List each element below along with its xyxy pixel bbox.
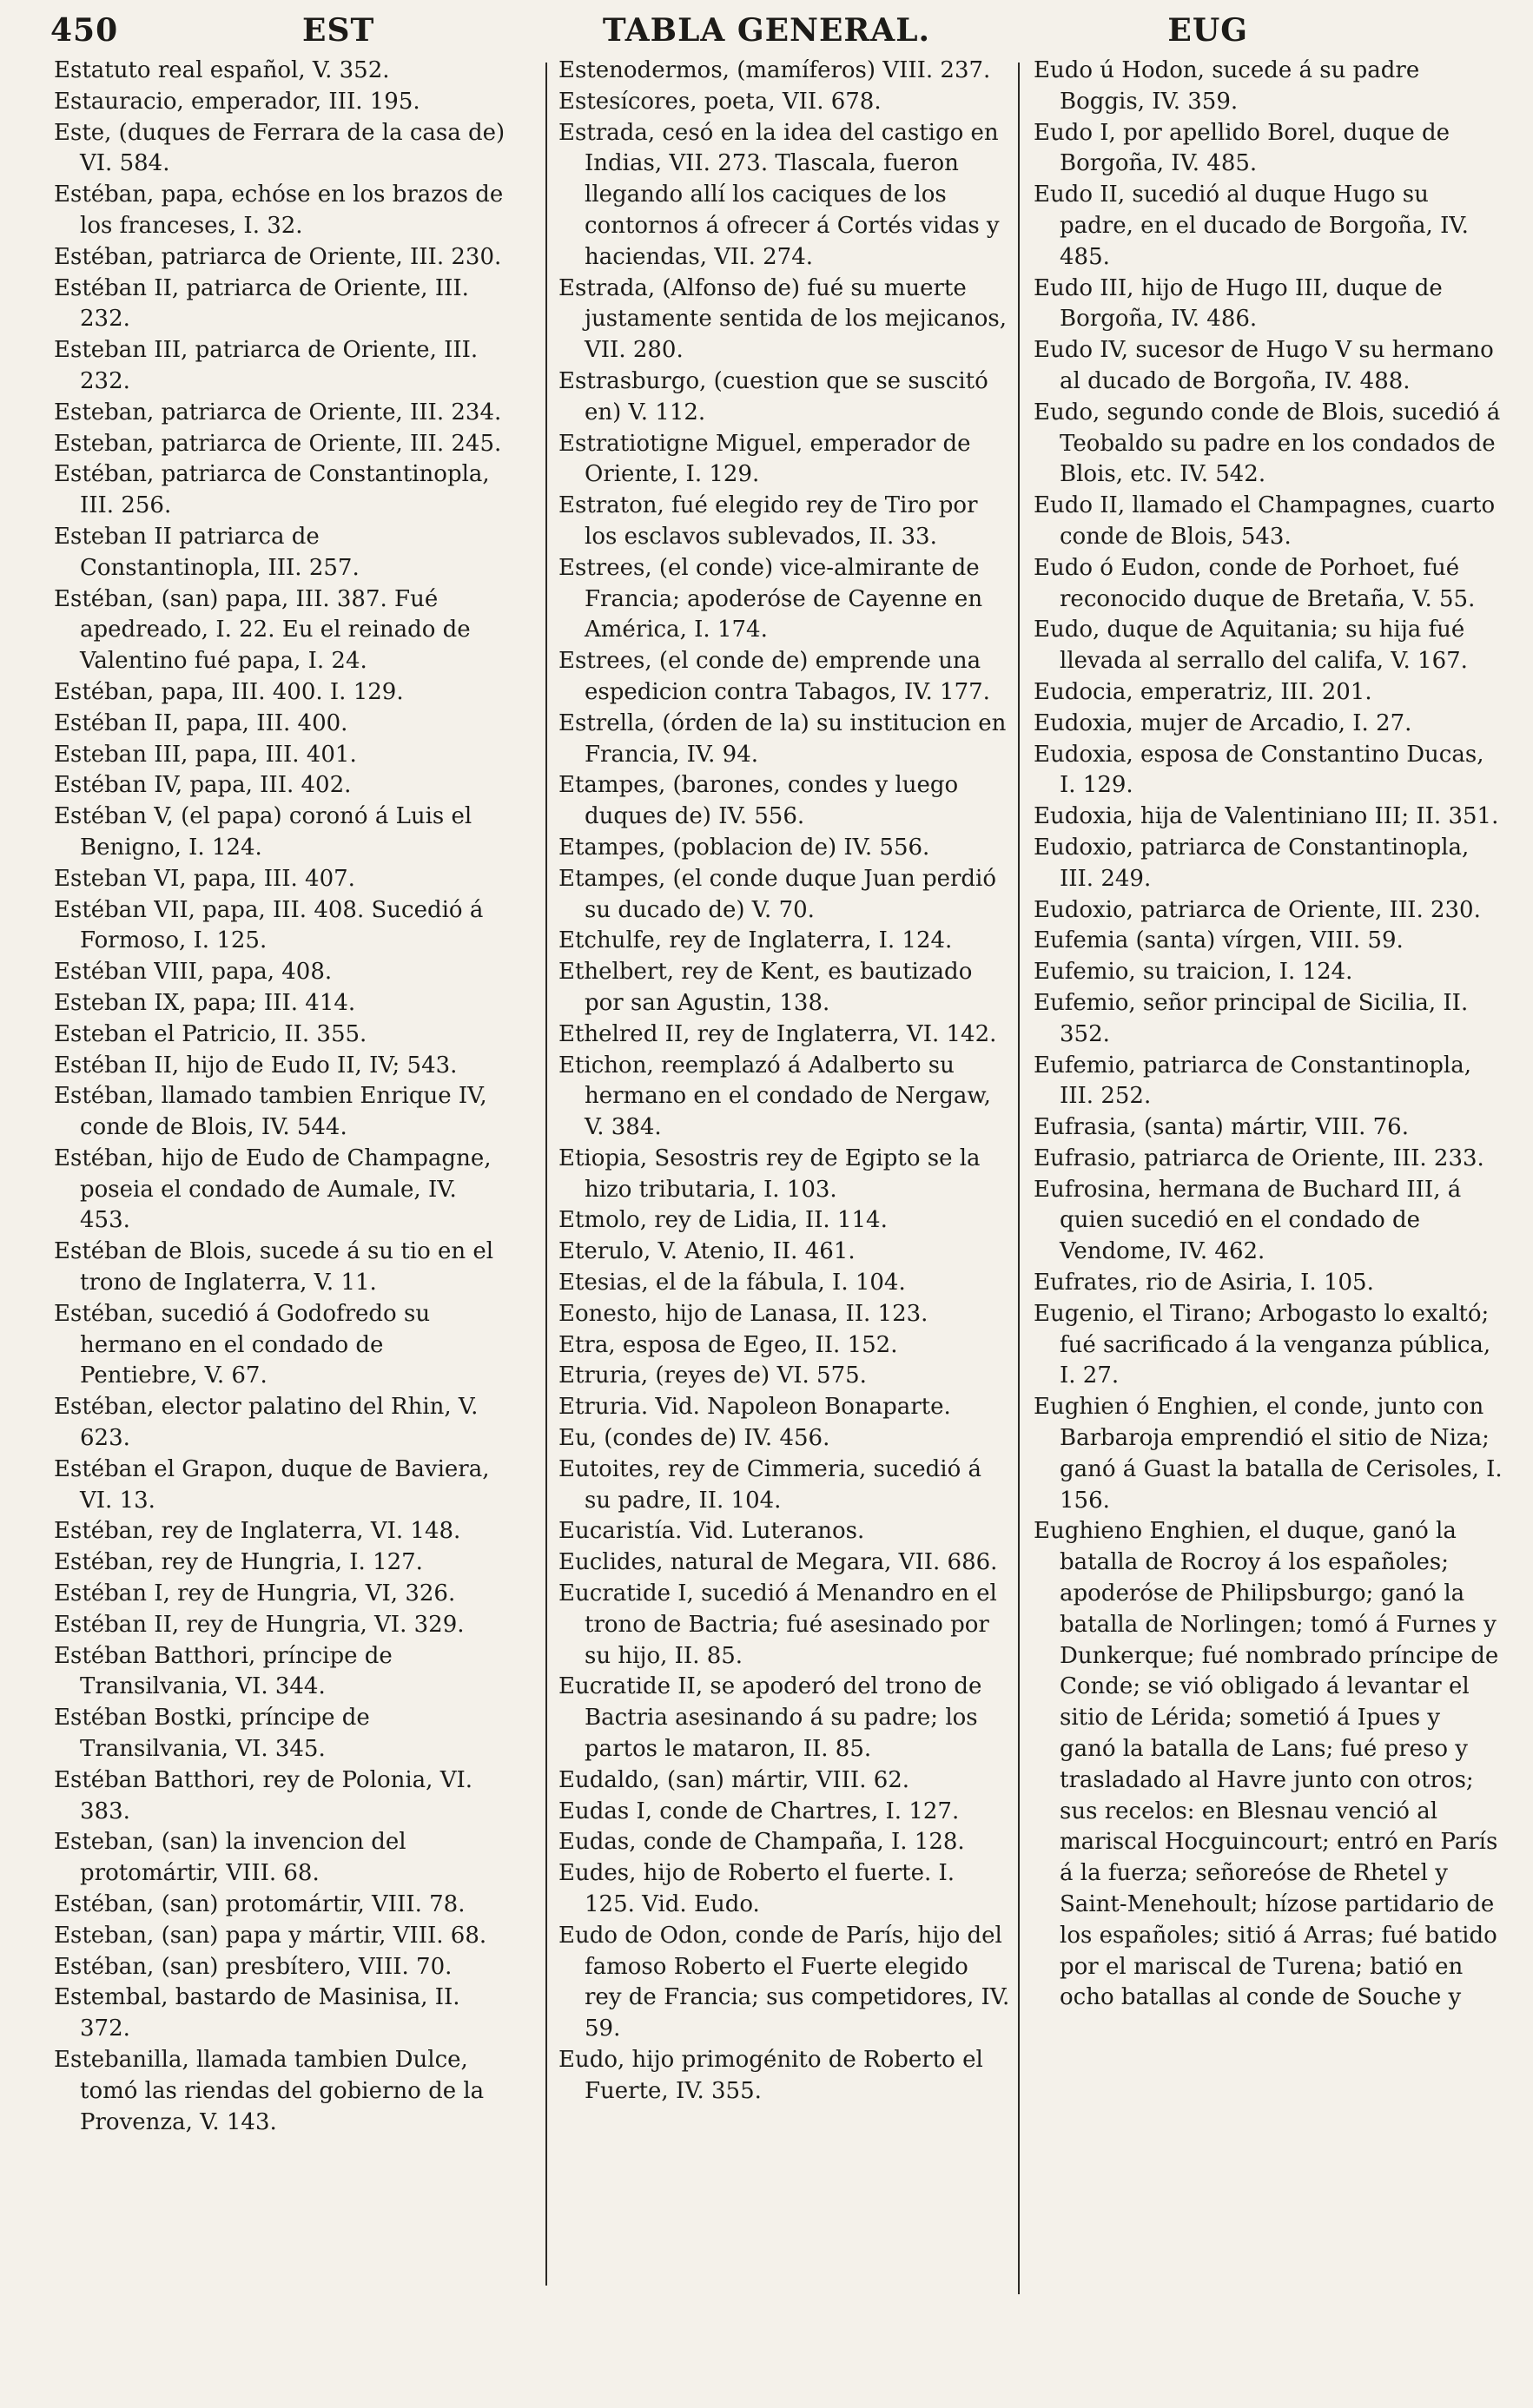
index-entry: Esteban IX, papa; III. 414. [54,989,356,1016]
index-entry: Eudoxia, hija de Valentiniano III; II. 351. [1034,803,1499,830]
index-entry: Esteban, patriarca de Oriente, III. 234. [54,399,502,426]
index-entry: Eufemio, señor principal de Sicilia, II. 352. [1034,989,1469,1047]
index-entry: Estéban, hijo de Eudo de Champagne, poseia el condado de Aumale, IV. 453. [54,1145,492,1234]
index-entry: Estéban, rey de Inglaterra, VI. 148. [54,1518,461,1545]
index-entry: Estéban II, patriarca de Oriente, III. 232. [54,274,469,333]
index-entry: Eucaristía. Vid. Luteranos. [558,1518,865,1545]
index-entry: Estéban VIII, papa, 408. [54,959,333,986]
index-entry: Estéban II, hijo de Eudo II, IV; 543. [54,1052,458,1079]
index-entry: Estéban I, rey de Hungria, VI, 326. [54,1580,456,1607]
column-1 [54,56,505,2138]
index-entry: Estebanilla, llamada tambien Dulce, tomó las riendas del gobierno de la Provenza, V. 143. [54,2047,485,2135]
index-entry: Estéban, elector palatino del Rhin, V. 623. [54,1394,479,1452]
index-entry: Eudoxia, mujer de Arcadio, I. 27. [1034,709,1412,736]
index-entry: Eudes, hijo de Roberto el fuerte. I. 125. Vid. Eudo. [558,1860,955,1918]
index-entry: Etra, esposa de Egeo, II. 152. [558,1331,898,1358]
index-entry: Eucratide I, sucedió á Menandro en el trono de Bactria; fué asesinado por su hijo, II. 85. [558,1580,997,1669]
page-number: 450 [50,12,119,49]
index-entry: Ethelred II, rey de Inglaterra, VI. 142. [558,1020,997,1047]
index-entry: Eufrasia, (santa) mártir, VIII. 76. [1034,1114,1409,1141]
index-entry: Estéban IV, papa, III. 402. [54,772,352,799]
index-entry: Eudo de Odon, conde de París, hijo del famoso Roberto el Fuerte elegido rey de Francia; sus competidores, IV. 59. [558,1922,1010,2042]
index-entry: Estéban, papa, III. 400. I. 129. [54,678,404,705]
index-entry: Eufemio, patriarca de Constantinopla, III. 252. [1034,1052,1471,1110]
index-entry: Este, (duques de Ferrara de la casa de) VI. 584. [54,119,505,177]
index-entry: Estrella, (órden de la) su institucion en Francia, IV. 94. [558,709,1007,768]
index-entry: Estéban el Grapon, duque de Baviera, VI. 13. [54,1455,490,1514]
index-entry: Eufrasio, patriarca de Oriente, III. 233. [1034,1145,1484,1171]
index-entry: Eu, (condes de) IV. 456. [558,1425,830,1452]
index-entry: Eucratide II, se apoderó del trono de Bactria asesinando á su padre; los partos le mataron, II. 85. [558,1673,982,1763]
index-entry: Ethelbert, rey de Kent, es bautizado por san Agustin, 138. [558,959,973,1016]
index-entry: Eutoites, rey de Cimmeria, sucedió á su padre, II. 104. [558,1455,982,1514]
index-entry: Etampes, (barones, condes y luego duques de) IV. 556. [558,772,959,830]
index-entry: Estembal, bastardo de Masinisa, II. 372. [54,1984,460,2042]
index-entry: Estéban, (san) protomártir, VIII. 78. [54,1891,466,1918]
index-entry: Estéban II, rey de Hungria, VI. 329. [54,1611,465,1638]
index-entry: Etmolo, rey de Lidia, II. 114. [558,1207,888,1234]
index-entry: Estéban, llamado tambien Enrique IV, conde de Blois, IV. 544. [54,1083,487,1141]
index-entry: Eudo II, llamado el Champagnes, cuarto conde de Blois, 543. [1034,492,1496,550]
index-entry: Estéban, patriarca de Oriente, III. 230. [54,243,502,270]
index-entry: Eudo III, hijo de Hugo III, duque de Borgoña, IV. 486. [1034,274,1443,333]
index-entry: Etruria, (reyes de) VI. 575. [558,1362,867,1389]
index-entry: Eudo, duque de Aquitania; su hija fué llevada al serrallo del califa, V. 167. [1034,617,1468,675]
index-entry: Etchulfe, rey de Inglaterra, I. 124. [558,927,953,954]
index-entry: Eudo II, sucedió al duque Hugo su padre, en el ducado de Borgoña, IV. 485. [1034,181,1469,270]
header-title: TABLA GENERAL. [602,12,931,49]
column-3 [1034,56,1503,2014]
index-entry: Eudoxia, esposa de Constantino Ducas, I. 129. [1034,741,1484,799]
index-entry: Estéban V, (el papa) coronó á Luis el Benigno, I. 124. [54,803,472,861]
index-entry: Esteban, (san) la invencion del protomártir, VIII. 68. [54,1829,406,1887]
index-entry: Eudo, segundo conde de Blois, sucedió á Teobaldo su padre en los condados de Blois, etc. IV. 542. [1034,399,1501,488]
index-entry: Estrees, (el conde) vice-almirante de Francia; apoderóse de Cayenne en América, I. 174. [558,554,983,643]
index-entry: Estenodermos, (mamíferos) VIII. 237. [558,57,991,83]
index-entry: Estrasburgo, (cuestion que se suscitó en) V. 112. [558,367,988,426]
index-entry: Etruria. Vid. Napoleon Bonaparte. [558,1394,951,1421]
index-entry: Estrada, (Alfonso de) fué su muerte justamente sentida de los mejicanos, VII. 280. [558,274,1007,364]
index-entry: Estauracio, emperador, III. 195. [54,88,420,115]
index-entry: Eufrosina, hermana de Buchard III, á quien sucedió en el condado de Vendome, IV. 462. [1034,1176,1462,1265]
index-entry: Esteban III, papa, III. 401. [54,741,357,768]
index-entry: Estratiotigne Miguel, emperador de Oriente, I. 129. [558,430,971,488]
index-entry: Esteban, (san) papa y mártir, VIII. 68. [54,1922,487,1949]
index-entry: Esteban el Patricio, II. 355. [54,1020,367,1047]
index-entry: Estéban de Blois, sucede á su tio en el trono de Inglaterra, V. 11. [54,1238,494,1296]
index-entry: Estéban, patriarca de Constantinopla, III. 256. [54,461,490,519]
index-entry: Esteban, patriarca de Oriente, III. 245. [54,430,502,457]
index-entry: Eudoxio, patriarca de Oriente, III. 230. [1034,896,1481,923]
index-entry: Eudocia, emperatriz, III. 201. [1034,678,1372,705]
index-entry: Estraton, fué elegido rey de Tiro por los esclavos sublevados, II. 33. [558,492,978,550]
index-entry: Estéban, papa, echóse en los brazos de los franceses, I. 32. [54,181,504,239]
index-entry: Estrees, (el conde de) emprende una espedicion contra Tabagos, IV. 177. [558,648,990,705]
index-entry: Etichon, reemplazó á Adalberto su hermano en el condado de Nergaw, V. 384. [558,1052,991,1141]
index-entry: Estéban, rey de Hungria, I. 127. [54,1549,423,1576]
index-entry: Euclides, natural de Megara, VII. 686. [558,1549,998,1576]
index-entry: Estéban, sucedió á Godofredo su hermano en el condado de Pentiebre, V. 67. [54,1300,431,1389]
index-entry: Eterulo, V. Atenio, II. 461. [558,1238,856,1265]
index-entry: Eufemio, su traicion, I. 124. [1034,959,1353,986]
index-entry: Estéban II, papa, III. 400. [54,709,348,736]
running-header [50,12,1483,56]
header-left-guideword: EST [302,12,375,49]
column-rule-left [545,63,547,2286]
index-entry: Eudo ú Hodon, sucede á su padre Boggis, IV. 359. [1034,57,1420,115]
index-entry: Estéban VII, papa, III. 408. Sucedió á Formoso, I. 125. [54,896,484,954]
index-entry: Estesícores, poeta, VII. 678. [558,88,882,115]
index-entry: Eudas, conde de Champaña, I. 128. [558,1829,965,1856]
index-entry: Eughien ó Enghien, el conde, junto con Barbaroja emprendió el sitio de Niza; ganó á Guast la batalla de Cerisoles, I. 156. [1034,1394,1503,1514]
index-entry: Estatuto real español, V. 352. [54,57,390,83]
index-entry: Esteban II patriarca de Constantinopla, III. 257. [54,523,360,581]
index-entry: Estrada, cesó en la idea del castigo en Indias, VII. 273. Tlascala, fueron llegando allí los caciques de los contornos á ofrecer á Cortés vidas y haciendas, VII. 274. [558,119,1000,270]
index-entry: Eugenio, el Tirano; Arbogasto lo exaltó; fué sacrificado á la venganza pública, I. 27. [1034,1300,1491,1389]
index-entry: Esteban III, patriarca de Oriente, III. 232. [54,337,479,394]
index-entry: Eudo ó Eudon, conde de Porhoet, fué reconocido duque de Bretaña, V. 55. [1034,554,1476,612]
column-rule-right [1018,63,1020,2294]
index-entry: Eudas I, conde de Chartres, I. 127. [558,1798,960,1824]
index-entry: Eughieno Enghien, el duque, ganó la batalla de Rocroy á los españoles; apoderóse de Philipsburgo; ganó la batalla de Norlingen; tomó á Furnes y Dunkerque; fué nombrado príncipe de Conde; se vió obligado á levantar el sitio de Lérida; sometió á Ipues y ganó la batalla de Lans; fué preso y trasladado al Havre junto con otros; sus recelos: en Blesnau venció al mariscal Hocguincourt; entró en París á la fuerza; señoreóse de Rhetel y Saint-Menehoult; hízose partidario de los españoles; sitió á Arras; fué batido por el mariscal de Turena; batió en ocho batallas al conde de Souche y [1034,1518,1499,2011]
index-entry: Estéban, (san) papa, III. 387. Fué apedreado, I. 22. Eu el reinado de Valentino fué papa, I. 24. [54,585,471,675]
index-entry: Esteban VI, papa, III. 407. [54,865,355,892]
index-entry: Eudo I, por apellido Borel, duque de Borgoña, IV. 485. [1034,119,1450,177]
index-entry: Eudoxio, patriarca de Constantinopla, III. 249. [1034,834,1470,892]
index-entry: Eudo IV, sucesor de Hugo V su hermano al ducado de Borgoña, IV. 488. [1034,337,1494,394]
index-entry: Eufrates, rio de Asiria, I. 105. [1034,1270,1374,1296]
index-entry: Estéban, (san) presbítero, VIII. 70. [54,1953,453,1980]
index-entry: Estéban Batthori, príncipe de Transilvania, VI. 344. [54,1642,393,1700]
index-entry: Eufemia (santa) vírgen, VIII. 59. [1034,927,1404,954]
index-entry: Etampes, (poblacion de) IV. 556. [558,834,930,861]
index-entry: Eonesto, hijo de Lanasa, II. 123. [558,1300,928,1327]
index-entry: Estéban Batthori, rey de Polonia, VI. 383. [54,1766,473,1824]
index-entry: Estéban Bostki, príncipe de Transilvania, VI. 345. [54,1705,370,1763]
index-entry: Etiopia, Sesostris rey de Egipto se la hizo tributaria, I. 103. [558,1145,981,1203]
column-2 [558,56,1010,2108]
index-entry: Eudo, hijo primogénito de Roberto el Fuerte, IV. 355. [558,2047,983,2104]
header-right-guideword: EUG [1167,12,1248,49]
index-entry: Etampes, (el conde duque Juan perdió su ducado de) V. 70. [558,865,997,923]
index-entry: Eudaldo, (san) mártir, VIII. 62. [558,1766,910,1793]
index-entry: Etesias, el de la fábula, I. 104. [558,1270,906,1296]
